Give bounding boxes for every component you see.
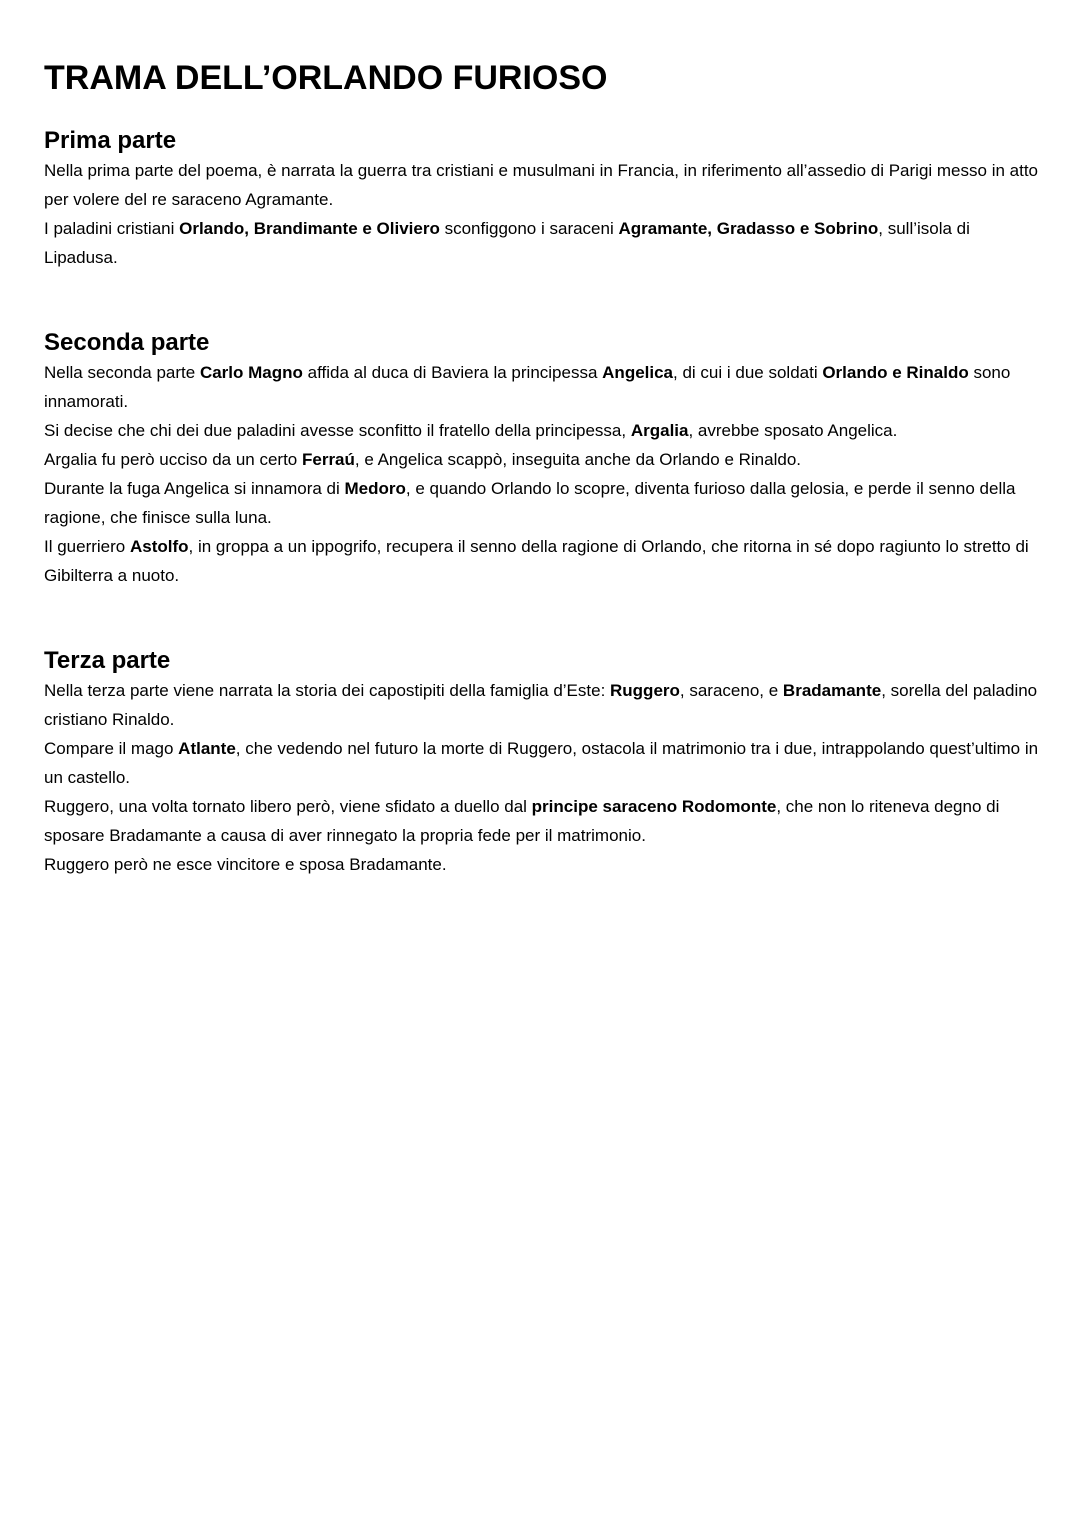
paragraph <box>44 445 1040 474</box>
text-run: , sull’isola di Lipadusa. <box>44 219 970 267</box>
text-run: Nella prima parte del poema, è narrata la guerra tra cristiani e musulmani in Francia, in riferimento all’assedio di Parigi messo in atto per volere del re saraceno Agramante. <box>44 161 1039 209</box>
section <box>44 646 1040 879</box>
section <box>44 126 1040 272</box>
text-run: sono innamorati. <box>44 363 1011 411</box>
document-page <box>44 58 1040 879</box>
bold-text: Ferraú <box>301 450 355 469</box>
paragraph <box>44 474 1040 532</box>
text-run: Nella seconda parte <box>44 363 200 382</box>
bold-text: Carlo Magno <box>199 363 303 382</box>
text-run: affida al duca di Baviera la principessa <box>302 363 603 382</box>
section <box>44 328 1040 590</box>
paragraph <box>44 734 1040 792</box>
text-run: I paladini cristiani <box>44 219 180 238</box>
text-run: Ruggero però ne esce vincitore e sposa Bradamante. <box>44 855 447 874</box>
text-run: Nella terza parte viene narrata la storia dei capostipiti della famiglia d’Este: <box>44 681 611 700</box>
text-run: Ruggero, una volta tornato libero però, viene sfidato a duello dal <box>44 797 532 816</box>
text-run: Il guerriero <box>44 537 130 556</box>
paragraph <box>44 214 1040 272</box>
text-run: , che non lo riteneva degno di sposare Bradamante a causa di aver rinnegato la propria fede per il matrimonio. <box>44 797 1000 845</box>
bold-text: Astolfo <box>129 537 189 556</box>
section-heading: Prima parte <box>44 127 177 154</box>
section-heading: Seconda parte <box>44 329 210 356</box>
paragraph <box>44 156 1040 214</box>
document-title: TRAMA DELL’ORLANDO FURIOSO <box>44 59 608 97</box>
sections-container <box>44 126 1040 879</box>
bold-text: Bradamante <box>782 681 882 700</box>
paragraph <box>44 416 1040 445</box>
text-run: Durante la fuga Angelica si innamora di <box>44 479 345 498</box>
bold-text: Ruggero <box>610 681 680 700</box>
bold-text: principe saraceno Rodomonte <box>531 797 777 816</box>
paragraph <box>44 792 1040 850</box>
text-run: , in groppa a un ippogrifo, recupera il senno della ragione di Orlando, che ritorna in sé dopo ragiunto lo stretto di Gibilterra a nuoto. <box>44 537 1029 585</box>
text-run: Si decise che chi dei due paladini avesse sconfitto il fratello della principessa, <box>44 421 631 440</box>
text-run: Argalia fu però ucciso da un certo <box>44 450 302 469</box>
bold-text: Medoro <box>344 479 406 498</box>
paragraph <box>44 676 1040 734</box>
bold-text: Argalia <box>630 421 689 440</box>
text-run: , e Angelica scappò, inseguita anche da Orlando e Rinaldo. <box>354 450 801 469</box>
text-run: , sorella del paladino cristiano Rinaldo. <box>44 681 1038 729</box>
bold-text: Orlando, Brandimante e Oliviero <box>179 219 440 238</box>
section-heading: Terza parte <box>44 647 171 674</box>
bold-text: Atlante <box>178 739 236 758</box>
paragraph <box>44 850 1040 879</box>
text-run: , avrebbe sposato Angelica. <box>688 421 898 440</box>
text-run: , di cui i due soldati <box>673 363 823 382</box>
paragraph <box>44 358 1040 416</box>
bold-text: Orlando e Rinaldo <box>822 363 969 382</box>
text-run: , che vedendo nel futuro la morte di Ruggero, ostacola il matrimonio tra i due, intrappolando quest’ultimo in un castello. <box>44 739 1039 787</box>
text-run: sconfiggono i saraceni <box>439 219 619 238</box>
paragraph <box>44 532 1040 590</box>
bold-text: Angelica <box>602 363 674 382</box>
text-run: , saraceno, e <box>679 681 783 700</box>
text-run: , e quando Orlando lo scopre, diventa furioso dalla gelosia, e perde il senno della ragione, che finisce sulla luna. <box>44 479 1016 527</box>
bold-text: Agramante, Gradasso e Sobrino <box>618 219 879 238</box>
text-run: Compare il mago <box>44 739 179 758</box>
